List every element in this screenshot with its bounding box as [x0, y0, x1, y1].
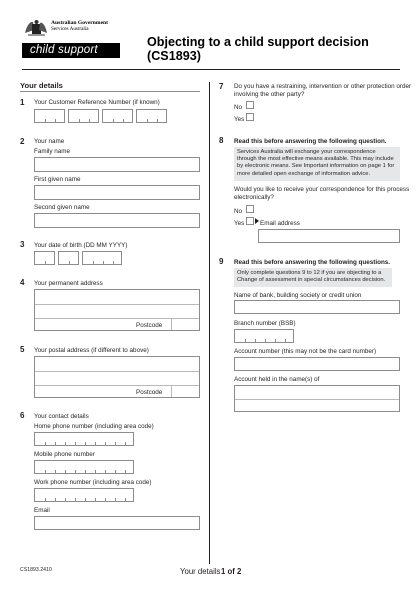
q8-no-checkbox[interactable] [246, 205, 254, 213]
crn-box-4[interactable] [136, 109, 167, 123]
footer-section-name: Your details [180, 567, 221, 576]
family-name-label: Family name [34, 148, 71, 155]
q3-label: Your date of birth (DD MM YYYY) [34, 242, 128, 249]
first-given-name-field[interactable] [34, 185, 200, 200]
bank-name-field[interactable] [234, 300, 400, 314]
crn-box-3[interactable] [102, 109, 133, 123]
gov-name-block [51, 21, 108, 33]
crest-icon [22, 18, 50, 38]
q8-heading: Read this before answering the following question. [234, 138, 387, 145]
q8-number: 8 [219, 136, 224, 145]
section-heading: Your details [20, 81, 63, 90]
crn-box-2[interactable] [68, 109, 99, 123]
section-underline [20, 91, 200, 92]
q2-label: Your name [34, 138, 65, 145]
form-title: Objecting to a child support decision (CS1893) [147, 35, 369, 63]
q4-number: 4 [20, 278, 25, 287]
work-phone-label: Work phone number (including area code) [34, 479, 152, 486]
family-name-field[interactable] [34, 157, 200, 172]
q7-yes-label: Yes [234, 116, 245, 123]
second-given-name-label: Second given name [34, 204, 90, 211]
dob-month-field[interactable] [58, 251, 79, 265]
first-given-name-label: First given name [34, 176, 81, 183]
government-crest-logo [22, 18, 50, 38]
dob-day-field[interactable] [34, 251, 55, 265]
email-field[interactable] [34, 516, 200, 530]
page-number: 1 of 2 [221, 567, 242, 576]
bsb-field[interactable] [234, 329, 294, 343]
q7-yes-checkbox[interactable] [246, 113, 254, 121]
brand-logo: child support [22, 43, 120, 58]
q9-number: 9 [219, 257, 224, 266]
email-label: Email [34, 507, 50, 514]
q1-number: 1 [20, 98, 25, 107]
q8-yes-checkbox[interactable] [246, 217, 254, 225]
gov-line-2: Services Australia [51, 25, 89, 32]
work-phone-field[interactable] [34, 488, 134, 502]
permanent-address-field[interactable] [34, 289, 200, 331]
account-name-label: Account held in the name(s) of [234, 376, 320, 383]
q3-number: 3 [20, 240, 25, 249]
q7-label-line-1: Do you have a restraining, intervention or other protection order [234, 83, 412, 90]
mobile-phone-field[interactable] [34, 460, 134, 474]
arrow-right-icon [255, 218, 259, 224]
q8-no-label: No [234, 208, 243, 215]
q2-number: 2 [20, 137, 25, 146]
q9-info-line-1: Only complete questions 9 to 12 if you are objecting to a [237, 270, 382, 276]
q8-info-line-1: Services Australia will exchange your correspondence [237, 149, 376, 155]
q8-email-address-label: Email address [260, 220, 300, 227]
q9-info-panel [234, 268, 392, 287]
account-name-field[interactable] [234, 385, 400, 412]
q8-info-line-2: through the most effective means available. This may include [237, 156, 394, 163]
q8-yes-label: Yes [234, 220, 245, 227]
second-given-name-field[interactable] [34, 213, 200, 228]
header-divider [22, 69, 400, 70]
q4-label: Your permanent address [34, 280, 103, 287]
postal-address-field[interactable] [34, 356, 200, 398]
dob-year-field[interactable] [82, 251, 122, 265]
q5-number: 5 [20, 345, 25, 354]
q5-label: Your postal address (if different to above) [34, 347, 149, 354]
form-code: CS1893.2410 [20, 567, 52, 573]
postal-postcode-label: Postcode [136, 389, 163, 396]
permanent-postcode-label: Postcode [136, 322, 163, 329]
q8-question-line-1: Would you like to receive your correspondence for this process [234, 186, 410, 193]
q7-label-line-2: involving the other party? [234, 91, 305, 98]
home-phone-field[interactable] [34, 432, 134, 446]
q8-info-line-4: more detailed open exchange of information advice. [237, 170, 371, 177]
home-phone-label: Home phone number (including area code) [34, 423, 154, 430]
mobile-phone-label: Mobile phone number [34, 451, 95, 458]
account-number-label: Account number (this may not be the card number) [234, 348, 377, 355]
bsb-label: Branch number (BSB) [234, 320, 296, 327]
q7-no-checkbox[interactable] [246, 101, 254, 109]
account-number-field[interactable] [234, 357, 400, 371]
q8-info-line-3: by electronic means. See Important information on page 1 for [237, 163, 395, 170]
column-divider [209, 82, 210, 564]
q9-heading: Read this before answering the following questions. [234, 259, 391, 266]
q8-question-line-2: electronically? [234, 194, 274, 201]
crn-box-1[interactable] [34, 109, 65, 123]
q6-number: 6 [20, 411, 25, 420]
gov-line-1: Australian Government [51, 20, 109, 26]
bank-name-label: Name of bank, building society or credit union [234, 292, 362, 299]
q7-no-label: No [234, 104, 243, 111]
q9-info-line-2: Change of assessment in special circumstances decision. [237, 277, 386, 284]
q8-info-panel [234, 147, 400, 181]
q6-label: Your contact details [34, 413, 89, 420]
q1-label: Your Customer Reference Number (if known) [34, 99, 160, 106]
q8-email-address-field[interactable] [258, 229, 400, 243]
q7-number: 7 [219, 82, 224, 91]
